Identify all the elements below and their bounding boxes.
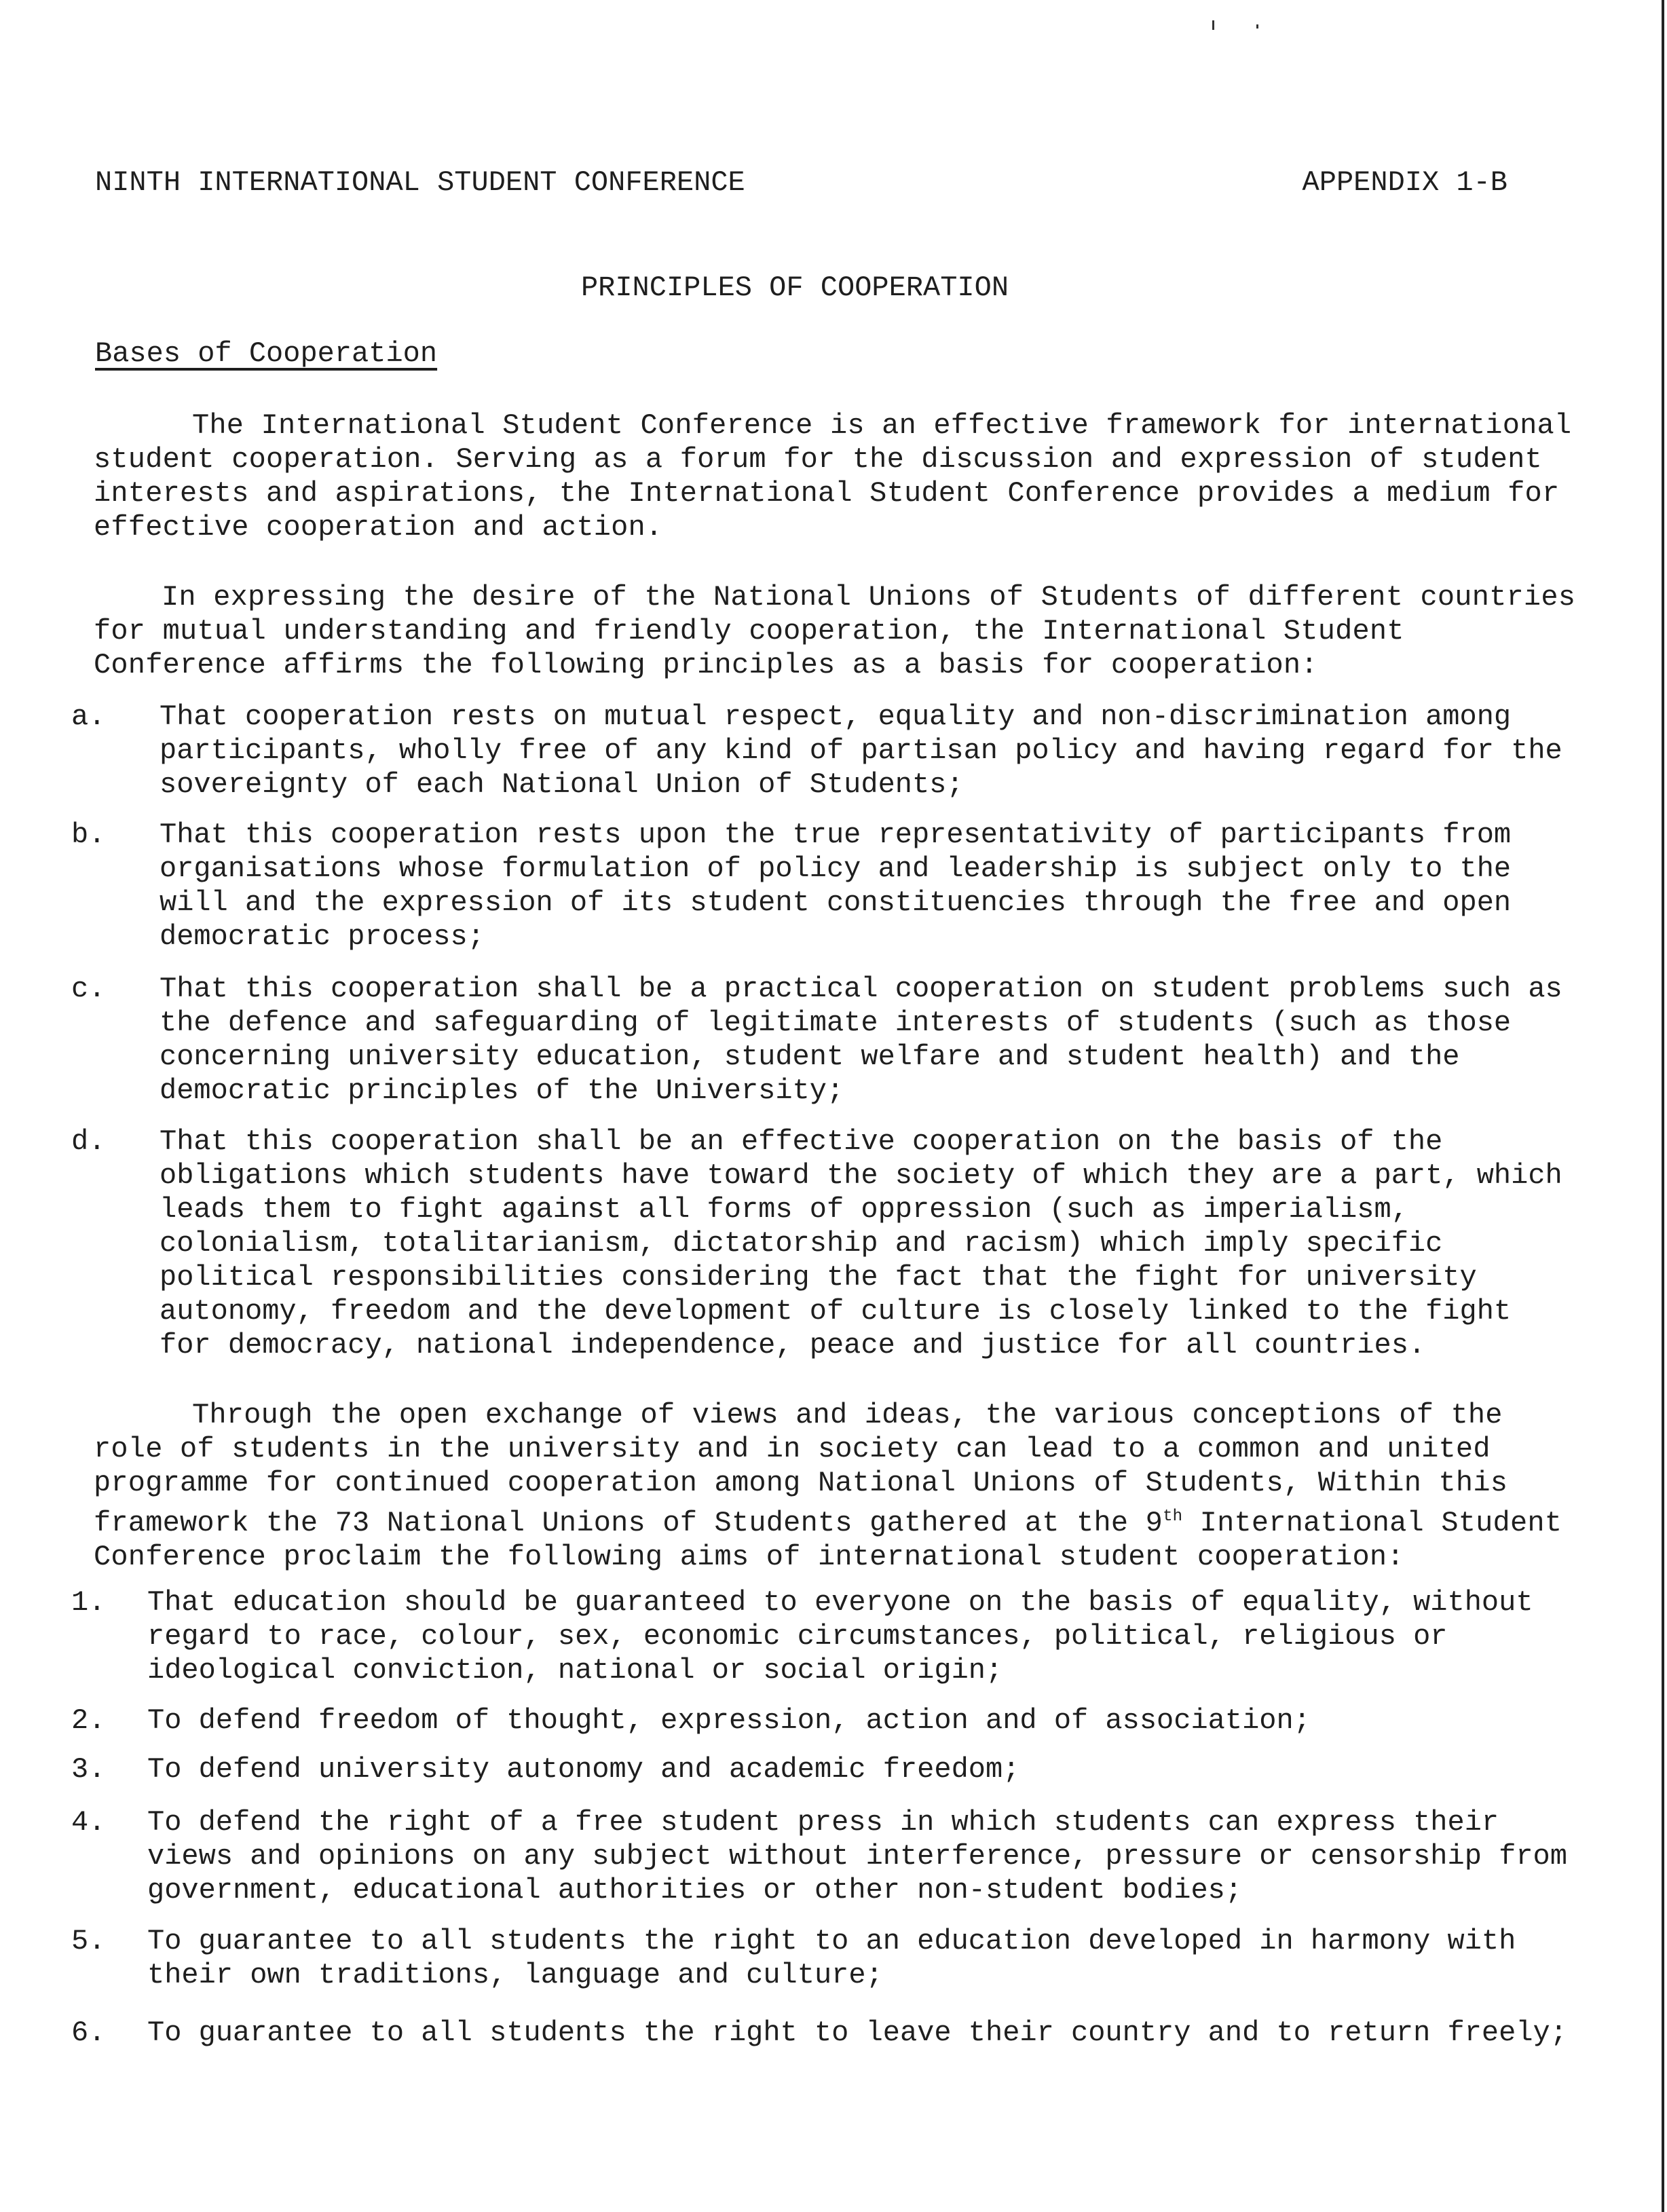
paragraph-aims-text: Through the open exchange of views and ideas, the various conceptions of the role of students in the university and in society can lead to a common and united programme for continued cooperation among National Unions of Students, Within this framework the 73 National Unions of Students gathered at the 9: [94, 1399, 1508, 1539]
principle-marker: c.: [71, 973, 106, 1005]
aim-marker: 3.: [71, 1753, 106, 1786]
principle-text: That this cooperation shall be a practical cooperation on student problems such as the defence and safeguarding of legitimate interests of students (such as those concerning university education, student welfare and student health) and the democratic principles of the University;: [160, 973, 1562, 1107]
scan-edge-line: [1662, 0, 1664, 2212]
paragraph-intro: The International Student Conference is an effective framework for international student cooperation. Serving as a forum for the discussion and expression of student interests and aspirations, the International Student Conference provides a medium for effective cooperation and action.: [94, 409, 1572, 544]
principle-text: That cooperation rests on mutual respect, equality and non-discrimination among participants, wholly free of any kind of partisan policy and having regard for the sovereignty of each National Union of Students;: [160, 700, 1562, 801]
scan-speck: [1212, 20, 1214, 30]
aim-marker: 2.: [71, 1704, 106, 1737]
aim-text: To defend freedom of thought, expression, action and of association;: [147, 1704, 1311, 1737]
document-title: PRINCIPLES OF COOPERATION: [580, 271, 1009, 304]
principle-marker: d.: [71, 1125, 106, 1158]
principle-marker: a.: [71, 700, 106, 733]
aim-marker: 4.: [71, 1806, 106, 1839]
aim-marker: 6.: [71, 2017, 106, 2049]
ordinal-suffix: th: [1163, 1507, 1183, 1526]
aim-item: [71, 1805, 1578, 1907]
principle-item: [71, 1125, 1578, 1362]
principle-item: [71, 818, 1578, 954]
paragraph-aims-intro: [94, 1398, 1577, 1574]
principle-text: That this cooperation shall be an effective cooperation on the basis of the obligations which students have toward the society of which they are a part, which leads them to fight against all forms of oppression (such as imperialism, colonialism, totalitarianism, dictatorship and racism) which imply specific political responsibilities considering the fact that the fight for university autonomy, freedom and the development of culture is closely linked to the fight for democracy, national independence, peace and justice for all countries.: [160, 1125, 1562, 1362]
section-heading: Bases of Cooperation: [95, 337, 438, 370]
principle-text: That this cooperation rests upon the true representativity of participants from organisations whose formulation of policy and leadership is subject only to the will and the expression of its student constituencies through the free and open democratic process;: [160, 819, 1512, 953]
aim-item: [71, 1586, 1578, 1687]
aim-text: To guarantee to all students the right to an education developed in harmony with their own traditions, language and culture;: [147, 1925, 1516, 1991]
paragraph-principles-intro: In expressing the desire of the National Unions of Students of different countries for mutual understanding and friendly cooperation, the International Student Conference affirms the following principles as a basis for cooperation:: [94, 581, 1576, 681]
aim-marker: 5.: [71, 1925, 106, 1957]
aim-text: To defend the right of a free student press in which students can express their views and opinions on any subject without interference, pressure or censorship from government, educational authorities or other non-student bodies;: [147, 1806, 1567, 1907]
paragraph-aims-text-end: International Student Conference proclaim the following aims of international student cooperation:: [94, 1507, 1562, 1573]
appendix-label: APPENDIX 1-B: [1302, 166, 1507, 199]
scan-speck: [1256, 24, 1258, 29]
aim-item: [71, 1704, 1578, 1738]
aim-item: [71, 1924, 1578, 1992]
principle-marker: b.: [71, 819, 106, 851]
aim-text: To defend university autonomy and academic freedom;: [147, 1753, 1020, 1786]
aim-marker: 1.: [71, 1586, 106, 1619]
conference-name: NINTH INTERNATIONAL STUDENT CONFERENCE: [95, 166, 745, 199]
principle-item: [71, 700, 1578, 802]
aim-item: [71, 2016, 1578, 2050]
aim-item: [71, 1752, 1578, 1786]
principle-item: [71, 972, 1578, 1108]
aim-text: To guarantee to all students the right to leave their country and to return freely;: [147, 2017, 1567, 2049]
aim-text: That education should be guaranteed to everyone on the basis of equality, without regard to race, colour, sex, economic circumstances, political, religious or ideological conviction, national or social origin;: [147, 1586, 1533, 1687]
